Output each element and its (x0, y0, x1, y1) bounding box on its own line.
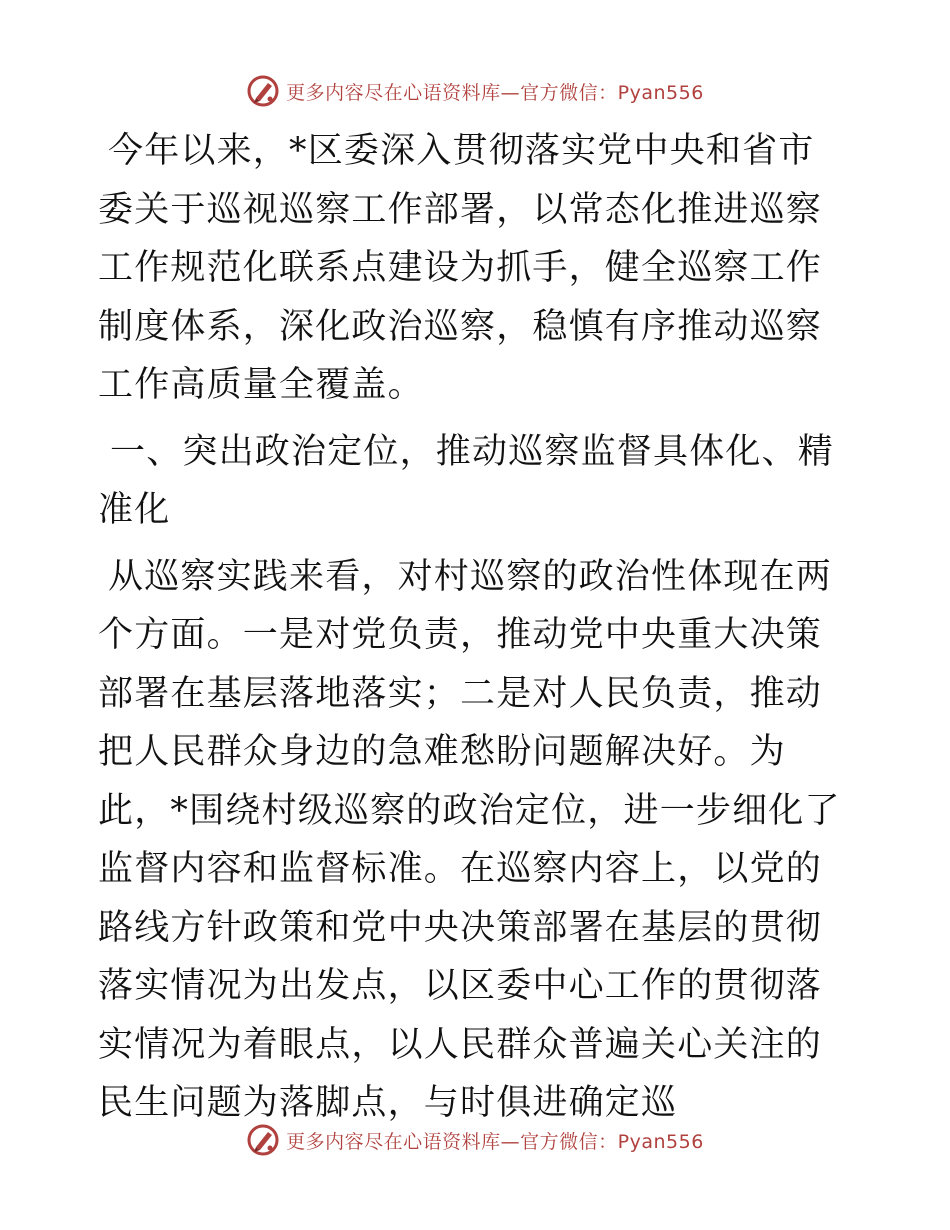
section-1-paragraph: 从巡察实践来看，对村巡察的政治性体现在两个方面。一是对党负责，推动党中央重大决策部署在基层落地落实；二是对人民负责，推动把人民群众身边的急难愁盼问题解决好。为此，*围绕村级巡察的政治定位，进一步细化了监督内容和监督标准。在巡察内容上，以党的路线方针政策和党中央决策部署在基层的贯彻落实情况为出发点，以区委中心工作的贯彻落实情况为着眼点，以人民群众普遍关心关注的民生问题为落脚点，与时俱进确定巡 (98, 556, 841, 1123)
watermark-text: 更多内容尽在心语资料库—官方微信：Pyan556 (286, 81, 704, 104)
section-heading-1: 一、突出政治定位，推动巡察监督具体化、精准化 (98, 431, 835, 530)
pen-logo-icon (246, 74, 280, 108)
pen-logo-icon (246, 1123, 280, 1157)
watermark-text: 更多内容尽在心语资料库—官方微信：Pyan556 (286, 1130, 704, 1153)
watermark-banner-bottom (0, 1120, 950, 1160)
intro-paragraph: 今年以来，*区委深入贯彻落实党中央和省市委关于巡视巡察工作部署，以常态化推进巡察工作规范化联系点建设为抓手，健全巡察工作制度体系，深化政治巡察，稳慎有序推动巡察工作高质量全覆盖。 (98, 131, 823, 405)
document-body (98, 122, 850, 1141)
watermark-banner-top (0, 71, 950, 111)
